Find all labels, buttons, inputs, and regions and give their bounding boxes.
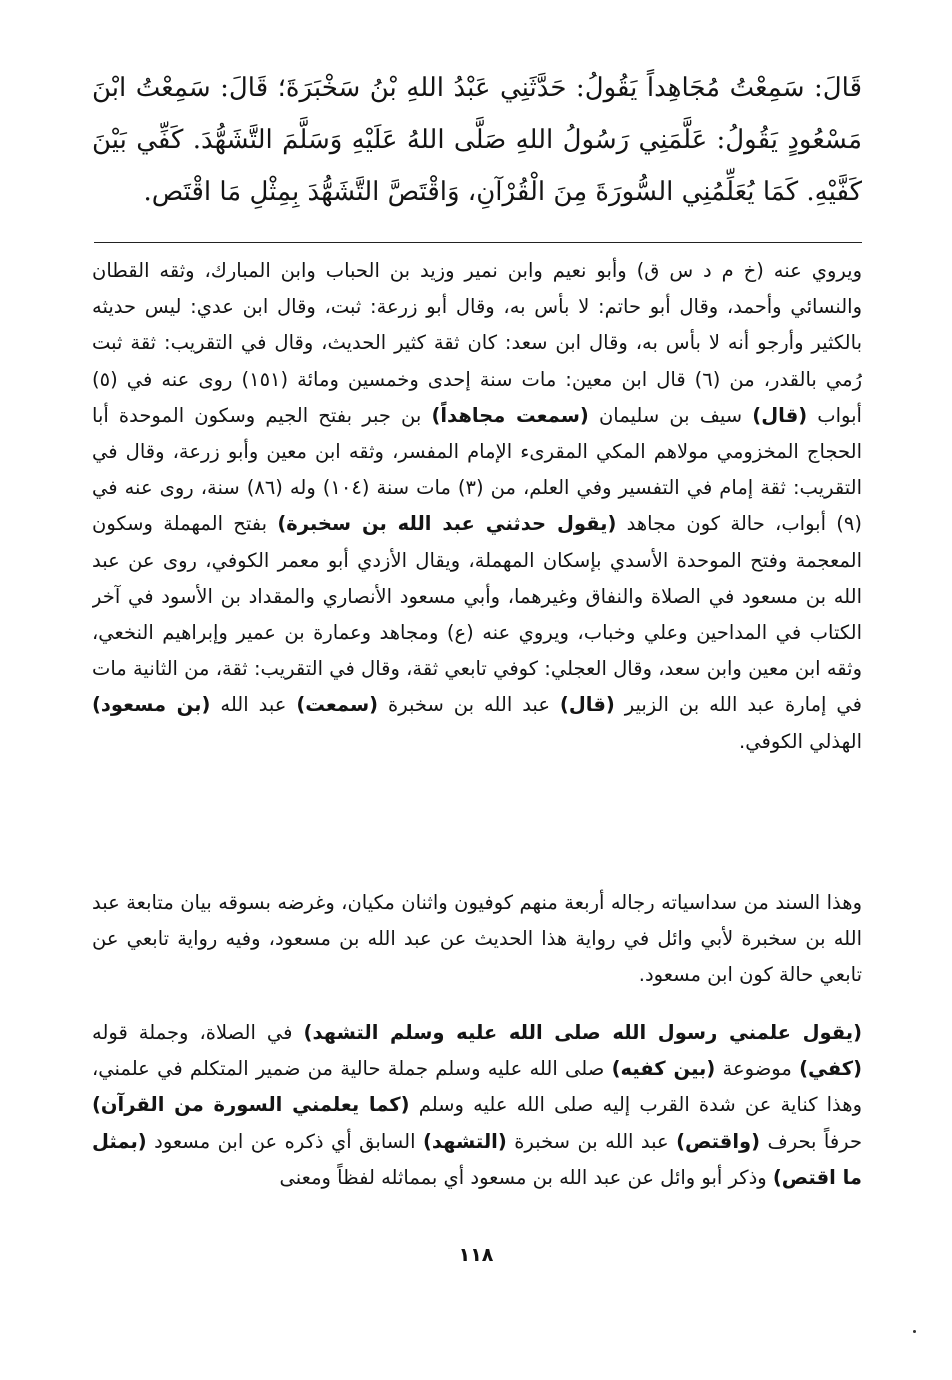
book-page bbox=[92, 62, 862, 1362]
footnote-separator-line bbox=[94, 242, 862, 243]
explanation-bold-phrase: (كفي) bbox=[799, 1057, 862, 1081]
commentary-bold-phrase: (سمعت مجاهداً) bbox=[431, 403, 589, 427]
commentary-text: ويروي عنه (خ م د س ق) وأبو نعيم وابن نمير وزيد بن الحباب وابن المبارك، وثقه القطان والنسائي وأحمد، وقال أبو حاتم: لا بأس به، وقال أبو زرعة: ثبت، وقال ابن عدي: ليس حديثه بالكثير وأرجو أنه لا بأس به، وقال ابن سعد: كان ثقة كثير الحديث، وقال في التقريب: ثقة ثبت رُمي بالقدر، من (٦) قال ابن معين: مات سنة إحدى وخمسين ومائة (١٥١) روى عنه في (٥) أبواب bbox=[92, 259, 862, 427]
explanation-bold-phrase: (التشهد) bbox=[422, 1129, 507, 1153]
sanad-paragraph: وهذا السند من سداسياته رجاله أربعة منهم كوفيون واثنان مكيان، وغرضه بسوقه بيان متابعة عبد الله بن سخبرة لأبي وائل في رواية هذا الحديث عن عبد الله بن مسعود، وفيه رواية تابعي عن تابعي حالة كون ابن مسعود. bbox=[92, 891, 862, 987]
commentary-text: بفتح المهملة وسكون المعجمة وفتح الموحدة الأسدي بإسكان المهملة، ويقال الأزدي أبو معمر الكوفي، روى عن عبد الله بن مسعود في الصلاة والنفاق وغيرهما، وأبي مسعود الأنصاري والمقداد بن الأسود في آخر الكتاب في المداحين وعلي وخباب، ويروي عنه (ع) ومجاهد وعمارة بن عمير وإبراهيم النخعي، وثقه ابن معين وابن سعد، وقال العجلي: كوفي تابعي ثقة، وقال في التقريب: ثقة، من الثانية مات في إمارة عبد الله بن الزبير bbox=[92, 512, 862, 717]
explanation-paragraph bbox=[92, 1015, 862, 1203]
explanation-bold-phrase: (بمثل ما اقتص) bbox=[92, 1129, 862, 1189]
hadith-text: قَالَ: سَمِعْتُ مُجَاهِداً يَقُولُ: حَدَّثَنِي عَبْدُ اللهِ بْنُ سَخْبَرَةَ؛ قَالَ: سَمِعْتُ ابْنَ مَسْعُودٍ يَقُولُ: عَلَّمَنِي رَسُولُ اللهِ صَلَّى اللهُ عَلَيْهِ وَسَلَّمَ التَّشَهُّدَ. كَفِّي بَيْنَ كَفَّيْهِ. كَمَا يُعَلِّمُنِي السُّورَةَ مِنَ الْقُرْآنِ، وَاقْتَصَّ التَّشَهُّدَ بِمِثْلِ مَا اقْتَص. bbox=[92, 73, 862, 207]
commentary-text: عبد الله بن سخبرة bbox=[378, 693, 560, 717]
narrator-commentary bbox=[92, 253, 862, 865]
commentary-bold-phrase: (سمعت) bbox=[296, 693, 379, 717]
explanation-text: عبد الله بن سخبرة bbox=[506, 1129, 677, 1153]
commentary-text: عبد الله bbox=[210, 693, 297, 717]
explanation-text: وذكر أبو وائل عن عبد الله بن مسعود أي بمماثله لفظاً ومعنى bbox=[279, 1165, 773, 1189]
commentary-bold-phrase: (قال) bbox=[752, 403, 808, 427]
explanation-bold-phrase: (كما يعلمني السورة من القرآن) bbox=[92, 1093, 410, 1117]
explanation-text: في الصلاة، وجملة قوله bbox=[92, 1021, 304, 1044]
commentary-bold-phrase: (بن مسعود) bbox=[92, 693, 211, 717]
commentary-text: سيف بن سليمان bbox=[588, 403, 753, 427]
explanation-text: موضوعة bbox=[715, 1057, 800, 1081]
scan-speck bbox=[913, 1330, 916, 1333]
commentary-text: بن جبر بفتح الجيم وسكون الموحدة أبا الحجاج المخزومي مولاهم المكي المقرىء الإمام المفسر، وثقه ابن معين وأبو زرعة، وقال في التقريب: ثقة إمام في التفسير وفي العلم، من (٣) مات سنة (١٠٤) وله (٨٦) سنة، روى عنه في (٩) أبواب، حالة كون مجاهد bbox=[92, 403, 862, 536]
explanation-bold-phrase: (واقتص) bbox=[676, 1129, 761, 1153]
explanation-text: حرفاً بحرف bbox=[760, 1129, 862, 1153]
page-number: ١١٨ bbox=[458, 1244, 494, 1266]
commentary-bold-phrase: (يقول حدثني عبد الله بن سخبرة) bbox=[277, 512, 617, 536]
explanation-bold-phrase: (يقول علمني رسول الله صلى الله عليه وسلم التشهد) bbox=[303, 1021, 862, 1044]
explanation-bold-phrase: (بين كفيه) bbox=[611, 1057, 716, 1081]
explanation-text: صلى الله عليه وسلم جملة حالية من ضمير المتكلم في علمني، وهذا كناية عن شدة القرب إليه صلى الله عليه وسلم bbox=[92, 1057, 862, 1117]
commentary-text: الهذلي الكوفي. bbox=[739, 729, 862, 753]
commentary-bold-phrase: (قال) bbox=[559, 693, 615, 717]
explanation-text: السابق أي ذكره عن ابن مسعود bbox=[146, 1129, 423, 1153]
